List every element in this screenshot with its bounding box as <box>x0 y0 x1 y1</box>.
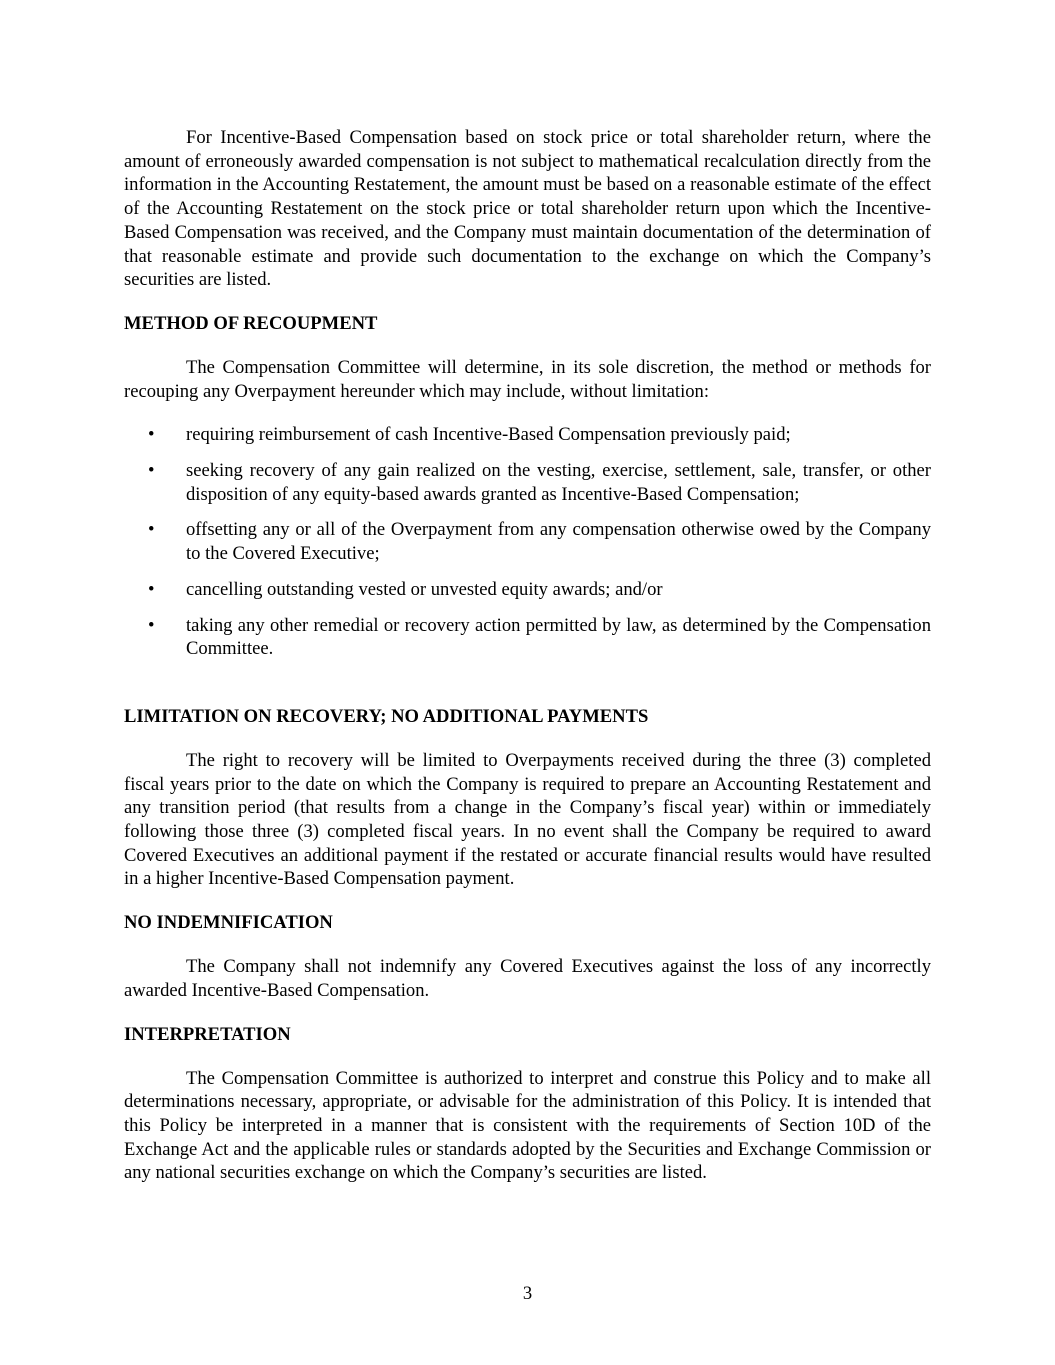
recoupment-methods-list <box>124 423 931 661</box>
bullet-icon: • <box>148 614 155 636</box>
list-item: • cancelling outstanding vested or unvested equity awards; and/or <box>148 578 663 600</box>
list-item: • taking any other remedial or recovery action permitted by law, as determined by the Compensation Committee. <box>148 614 931 660</box>
list-item: • requiring reimbursement of cash Incentive-Based Compensation previously paid; <box>148 424 791 446</box>
paragraph-interpretation: The Compensation Committee is authorized to interpret and construe this Policy and to make all determinations necessary, appropriate, or advisable for the administration of this Policy. It is intended that this Policy be interpreted in a manner that is consistent with the requirements of Section 10D of the Exchange Act and the applicable rules or standards adopted by the Securities and Exchange Commission or any national securities exchange on which the Company’s securities are listed. <box>124 1067 931 1184</box>
paragraph-indemnification: The Company shall not indemnify any Covered Executives against the loss of any incorrectly awarded Incentive-Based Compensation. <box>124 956 931 1001</box>
bullet-icon: • <box>148 424 155 446</box>
heading-method-of-recoupment: METHOD OF RECOUPMENT <box>124 312 378 334</box>
page-content <box>124 126 931 1205</box>
paragraph-stock-price: For Incentive-Based Compensation based on stock price or total shareholder return, where the amount of erroneously awarded compensation is not subject to mathematical recalculation directly from the information in the Accounting Restatement, the amount must be based on a reasonable estimate of the effect of the Accounting Restatement on the stock price or total shareholder return upon which the Incentive-Based Compensation was received, and the Company must maintain documentation of the determination of that reasonable estimate and provide such documentation to the exchange on which the Company’s securities are listed. <box>124 127 931 291</box>
heading-interpretation: INTERPRETATION <box>124 1023 291 1045</box>
heading-limitation-on-recovery: LIMITATION ON RECOVERY; NO ADDITIONAL PAYMENTS <box>124 705 649 727</box>
paragraph-limitation: The right to recovery will be limited to Overpayments received during the three (3) completed fiscal years prior to the date on which the Company is required to prepare an Accounting Restatement and any transition period (that results from a change in the Company’s fiscal year) within or immediately following those three (3) completed fiscal years. In no event shall the Company be required to award Covered Executives an additional payment if the restated or accurate financial results would have resulted in a higher Incentive-Based Compensation payment. <box>124 749 931 890</box>
heading-no-indemnification: NO INDEMNIFICATION <box>124 912 333 934</box>
paragraph-method: The Compensation Committee will determine, in its sole discretion, the method or methods for recouping any Overpayment hereunder which may include, without limitation: <box>124 356 931 402</box>
bullet-icon: • <box>148 519 155 541</box>
list-item: • seeking recovery of any gain realized on the vesting, exercise, settlement, sale, transfer, or other disposition of any equity-based awards granted as Incentive-Based Compensation; <box>148 460 931 505</box>
bullet-icon: • <box>148 460 155 482</box>
page-number: 3 <box>522 1283 533 1304</box>
list-item: • offsetting any or all of the Overpayment from any compensation otherwise owed by the Company to the Covered Executive; <box>148 519 931 565</box>
bullet-icon: • <box>148 578 155 600</box>
